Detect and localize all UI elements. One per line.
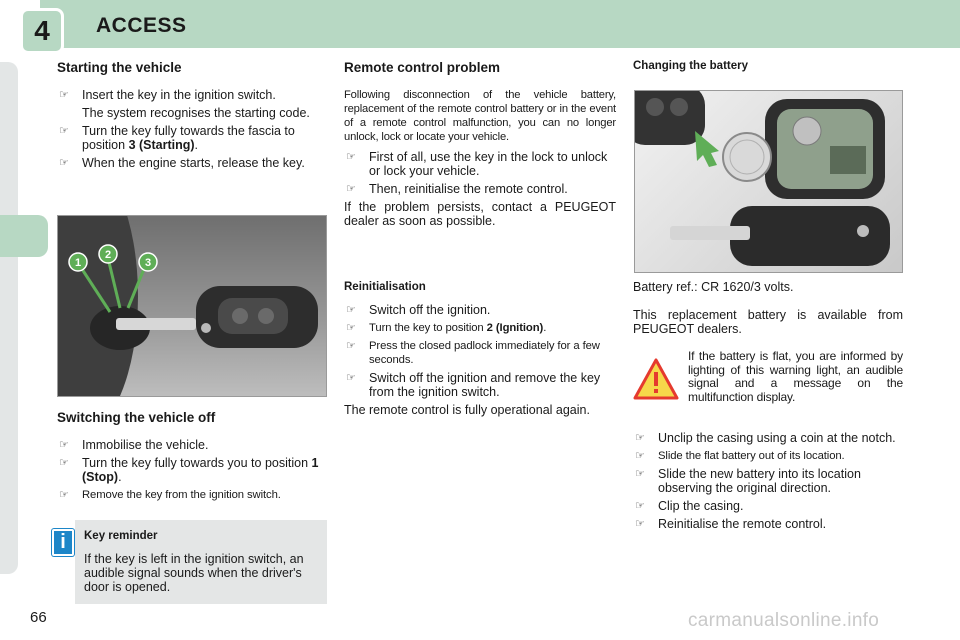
- heading-starting: Starting the vehicle: [57, 60, 182, 75]
- battery-warning: [633, 350, 903, 404]
- info-icon: i: [52, 529, 74, 556]
- battery-remote-photo: [634, 90, 903, 273]
- heading-reinitialisation: Reinitialisation: [344, 281, 426, 293]
- key-reminder-text: If the key is left in the ignition switch, an audible signal sounds when the driver's door is opened.: [84, 552, 304, 594]
- battery-ref: Battery ref.: CR 1620/3 volts.: [633, 280, 794, 294]
- section-battery-steps: [633, 431, 905, 535]
- column-remote-problem: [344, 60, 616, 228]
- list-item: ☞ Unclip the casing using a coin at the notch.: [635, 431, 896, 445]
- warning-triangle-icon: [633, 358, 679, 400]
- pointer-icon: ☞: [346, 304, 356, 316]
- list-item: ☞ When the engine starts, release the key.: [59, 156, 305, 170]
- key-reminder-title: Key reminder: [84, 530, 158, 542]
- battery-availability: This replacement battery is available from PEUGEOT dealers.: [633, 308, 903, 336]
- watermark: carmanualsonline.info: [688, 610, 880, 631]
- list-item: ☞ Switch off the ignition.: [346, 303, 491, 317]
- list-item: ☞ Remove the key from the ignition switch.: [59, 489, 281, 501]
- pointer-icon: ☞: [59, 439, 69, 451]
- pointer-icon: ☞: [635, 468, 645, 480]
- column-starting: [57, 60, 329, 174]
- section-battery-info: [633, 280, 903, 336]
- list-item: ☞ Turn the key to position 2 (Ignition).: [346, 322, 547, 334]
- heading-changing-battery: Changing the battery: [633, 60, 749, 72]
- reinit-outro: The remote control is fully operational again.: [344, 403, 590, 417]
- heading-switching-off: Switching the vehicle off: [57, 410, 216, 425]
- pointer-icon: ☞: [59, 489, 69, 501]
- callout-1: 1: [74, 257, 82, 269]
- list-item: ☞ Turn the key fully towards you to position 1 (Stop).: [59, 456, 319, 484]
- pointer-icon: ☞: [59, 157, 69, 169]
- side-strip: [0, 62, 18, 574]
- section-switching-off: [57, 410, 329, 506]
- remote-problem-outro: If the problem persists, contact a PEUGEOT dealer as soon as possible.: [344, 200, 616, 228]
- ignition-key-photo: [57, 215, 327, 397]
- battery-remote-illustration: [635, 91, 903, 273]
- pointer-icon: ☞: [635, 432, 645, 444]
- pointer-icon: ☞: [346, 372, 356, 384]
- side-chapter-tab: [0, 215, 48, 257]
- pointer-icon: ☞: [59, 89, 69, 101]
- pointer-icon: ☞: [346, 322, 356, 334]
- pointer-icon: ☞: [59, 125, 69, 137]
- list-item: ☞ Turn the key fully towards the fascia to position 3 (Starting).: [59, 124, 295, 152]
- remote-problem-intro: Following disconnection of the vehicle battery, replacement of the remote control battery or in the event of a remote control malfunction, you can no longer unlock, lock or locate your vehicle.: [344, 89, 616, 143]
- page-title: ACCESS: [96, 14, 187, 37]
- pointer-icon: ☞: [635, 450, 645, 462]
- pointer-icon: ☞: [59, 457, 69, 469]
- callout-2: 2: [104, 249, 112, 261]
- list-item: ☞ Immobilise the vehicle.: [59, 438, 209, 452]
- pointer-icon: ☞: [346, 183, 356, 195]
- list-item: ☞ First of all, use the key in the lock to unlock or lock your vehicle.: [346, 150, 608, 178]
- callout-3: 3: [144, 257, 152, 269]
- chapter-number: 4: [20, 8, 64, 54]
- pointer-icon: ☞: [346, 151, 356, 163]
- starting-note: The system recognises the starting code.: [82, 106, 310, 120]
- ignition-key-illustration: [58, 216, 327, 397]
- list-item: ☞ Reinitialise the remote control.: [635, 517, 827, 531]
- list-item: ☞ Slide the new battery into its location observing the original direction.: [635, 467, 861, 495]
- list-item: ☞ Press the closed padlock immediately for a few seconds.: [346, 340, 600, 366]
- key-reminder-box: [75, 520, 327, 604]
- list-item: ☞ Clip the casing.: [635, 499, 744, 513]
- list-item: ☞ Then, reinitialise the remote control.: [346, 182, 568, 196]
- page-number: 66: [30, 609, 47, 626]
- list-item: ☞ Insert the key in the ignition switch.: [59, 88, 276, 102]
- heading-remote-problem: Remote control problem: [344, 60, 501, 75]
- list-item: ☞ Slide the flat battery out of its location.: [635, 450, 845, 462]
- battery-warning-text: If the battery is flat, you are informed by lighting of this warning light, an audible signal and a message on the multifunction display.: [688, 349, 903, 404]
- pointer-icon: ☞: [346, 340, 356, 352]
- column-battery: [633, 60, 903, 82]
- section-reinitialisation: [344, 281, 616, 417]
- pointer-icon: ☞: [635, 518, 645, 530]
- pointer-icon: ☞: [635, 500, 645, 512]
- list-item: ☞ Switch off the ignition and remove the key from the ignition switch.: [346, 371, 601, 399]
